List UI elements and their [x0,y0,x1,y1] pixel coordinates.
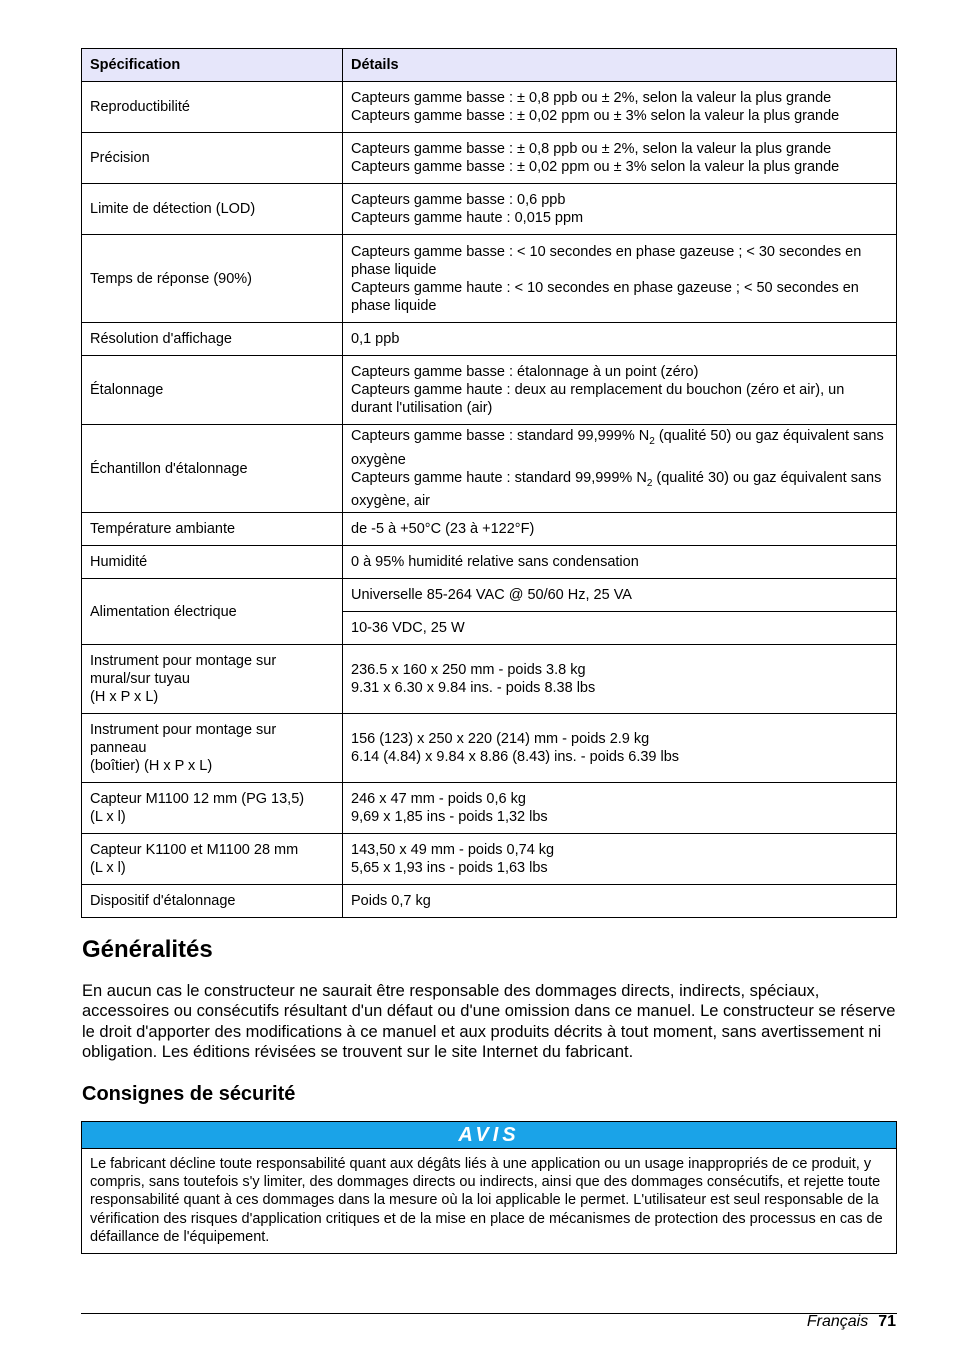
notice-box [81,1121,897,1254]
table-row [82,645,897,714]
spec-name: Temps de réponse (90%) [90,270,252,287]
table-row [82,184,897,235]
spec-detail-cell [343,133,897,184]
spec-name-line: (L x l) [90,860,126,876]
spec-name: Reproductibilité [90,99,190,115]
spec-name: Précision [90,150,150,166]
spec-detail-line: Capteurs gamme basse : 0,6 ppb [351,192,566,208]
spec-detail-cell [343,184,897,235]
spec-name-line: (H x P x L) [90,689,159,705]
spec-detail-cell [343,356,897,425]
table-row [82,714,897,783]
table-row [82,356,897,425]
notice-title: AVIS [82,1122,896,1149]
spec-name-cell [82,834,343,885]
spec-name-line: (boîtier) (H x P x L) [90,758,213,774]
table-row [82,579,897,612]
spec-name-cell [82,714,343,783]
spec-detail-cell [343,783,897,834]
spec-detail-cell [343,513,897,546]
spec-detail-line: Capteurs gamme haute : 0,015 ppm [351,210,584,226]
spec-detail-line: 10-36 VDC, 25 W [351,620,465,636]
spec-detail-line: 0 à 95% humidité relative sans condensation [351,554,639,570]
spec-detail-cell [343,425,897,513]
spec-detail-line: 5,65 x 1,93 ins - poids 1,63 lbs [351,860,548,876]
detail-text-part: (qualité 50) ou gaz équivalent sans oxygène [351,427,884,468]
header-details: Détails [343,49,897,82]
table-row [82,323,897,356]
spec-name-cell [82,82,343,133]
table-row [82,235,897,323]
spec-name: Étalonnage [90,382,164,398]
spec-name-line: Instrument pour montage sur panneau [90,722,277,756]
table-row [82,133,897,184]
subscript: 2 [649,435,655,447]
spec-name: Humidité [90,554,148,570]
spec-detail-line: Capteurs gamme basse : ± 0,8 ppb ou ± 2%, selon la valeur la plus grande [351,141,832,157]
spec-name-cell [82,425,343,513]
spec-detail-cell [343,612,897,645]
spec-name-cell [82,235,343,323]
spec-detail-line [351,427,888,469]
detail-text-part: Capteurs gamme basse : standard 99,999% N [351,427,650,444]
table-row [82,513,897,546]
spec-detail-cell [343,323,897,356]
notice-text: Le fabricant décline toute responsabilité quant aux dégâts liés à une application ou un usage inappropriés de ce produit, y compris, sans toutefois s'y limiter, des dommages directs ou indirects, ainsi que des dommages consécutifs, et rejette toute responsabilité quant à ces dommages dans la mesure où la loi applicable le permet. L'utilisateur est seul responsable de la vérification des risques d'application critiques et de la mise en place de mécanismes de protection des processus en cas de défaillance de l'équipement. [90,1156,883,1245]
subsection-title: Consignes de sécurité [82,1083,296,1105]
section-title: Généralités [82,936,213,963]
spec-name-cell [82,885,343,918]
spec-name: Température ambiante [90,521,236,537]
spec-detail-line: Poids 0,7 kg [351,893,431,909]
spec-name-line: Instrument pour montage sur mural/sur tuyau [90,653,277,687]
spec-name-cell [82,513,343,546]
spec-name: Échantillon d'étalonnage [90,460,248,477]
spec-detail-line: Capteurs gamme basse : ± 0,8 ppb ou ± 2%, selon la valeur la plus grande [351,90,832,106]
table-header-row [82,49,897,82]
footer-language: Français [806,1313,869,1330]
spec-detail-line: de -5 à +50°C (23 à +122°F) [351,521,535,537]
header-specification: Spécification [82,49,343,82]
spec-name-cell [82,323,343,356]
page-number: 71 [878,1313,896,1330]
spec-detail-line: 9.31 x 6.30 x 9.84 ins. - poids 8.38 lbs [351,680,596,696]
spec-detail-line: Universelle 85-264 VAC @ 50/60 Hz, 25 VA [351,587,632,603]
table-row [82,783,897,834]
spec-detail-cell [343,546,897,579]
spec-name-cell [82,356,343,425]
spec-name-cell [82,133,343,184]
spec-detail-cell [343,645,897,714]
spec-name: Résolution d'affichage [90,331,232,347]
subscript: 2 [646,477,653,489]
table-row [82,546,897,579]
spec-detail-line: Capteurs gamme basse : étalonnage à un point (zéro) [351,364,699,380]
spec-detail-line [351,469,888,511]
spec-detail-line: Capteurs gamme haute : < 10 secondes en phase gazeuse ; < 50 secondes en phase liquide [351,279,859,314]
spec-detail-line: 246 x 47 mm - poids 0,6 kg [351,791,526,807]
spec-detail-line: Capteurs gamme basse : < 10 secondes en phase gazeuse ; < 30 secondes en phase liquide [351,243,862,278]
table-row [82,885,897,918]
spec-name-cell [82,546,343,579]
table-row [82,834,897,885]
spec-detail-line: 143,50 x 49 mm - poids 0,74 kg [351,842,555,858]
spec-name: Alimentation électrique [90,603,237,620]
spec-name: Limite de détection (LOD) [90,201,256,217]
spec-detail-cell [343,714,897,783]
spec-detail-cell [343,82,897,133]
spec-detail-line: Capteurs gamme basse : ± 0,02 ppm ou ± 3% selon la valeur la plus grande [351,108,840,124]
spec-name-line: (L x l) [90,809,126,825]
table-body [82,82,897,918]
spec-detail-cell [343,579,897,612]
spec-detail-line: Capteurs gamme haute : deux au remplacement du bouchon (zéro et air), un durant l'utilisation (air) [351,382,845,416]
page-footer [807,1312,896,1332]
spec-detail-cell [343,885,897,918]
table-row [82,82,897,133]
spec-detail-line: 6.14 (4.84) x 9.84 x 8.86 (8.43) ins. - poids 6.39 lbs [351,749,680,765]
spec-detail-cell [343,235,897,323]
spec-detail-line: 156 (123) x 250 x 220 (214) mm - poids 2.9 kg [351,731,650,747]
spec-name-line: Capteur M1100 12 mm (PG 13,5) [90,791,305,807]
spec-detail-line: Capteurs gamme basse : ± 0,02 ppm ou ± 3% selon la valeur la plus grande [351,159,840,175]
spec-name-line: Capteur K1100 et M1100 28 mm [90,842,299,858]
specifications-table [81,48,897,918]
spec-name: Dispositif d'étalonnage [90,893,236,909]
intro-paragraph: En aucun cas le constructeur ne saurait être responsable des dommages directs, indirects, spéciaux, accessoires ou consécutifs résultant d'un défaut ou d'une omission dans ce manuel. Le constructeur se réserve le droit d'apporter des modifications à ce manuel et aux produits décrits à tout moment, sans avertissement ni obligation. Les éditions révisées se trouvent sur le site Internet du fabricant. [82,982,896,1061]
spec-name-cell [82,184,343,235]
detail-text-part: (qualité 30) ou gaz équivalent sans oxygène, air [351,469,882,510]
spec-detail-line: 0,1 ppb [351,331,400,347]
footer-divider [81,1313,897,1314]
spec-name-cell [82,579,343,645]
spec-name-cell [82,645,343,714]
spec-name-cell [82,783,343,834]
spec-detail-line: 236.5 x 160 x 250 mm - poids 3.8 kg [351,662,586,678]
table-row [82,425,897,513]
detail-text-part: Capteurs gamme haute : standard 99,999% N [351,469,647,486]
spec-detail-line: 9,69 x 1,85 ins - poids 1,32 lbs [351,809,548,825]
spec-detail-cell [343,834,897,885]
